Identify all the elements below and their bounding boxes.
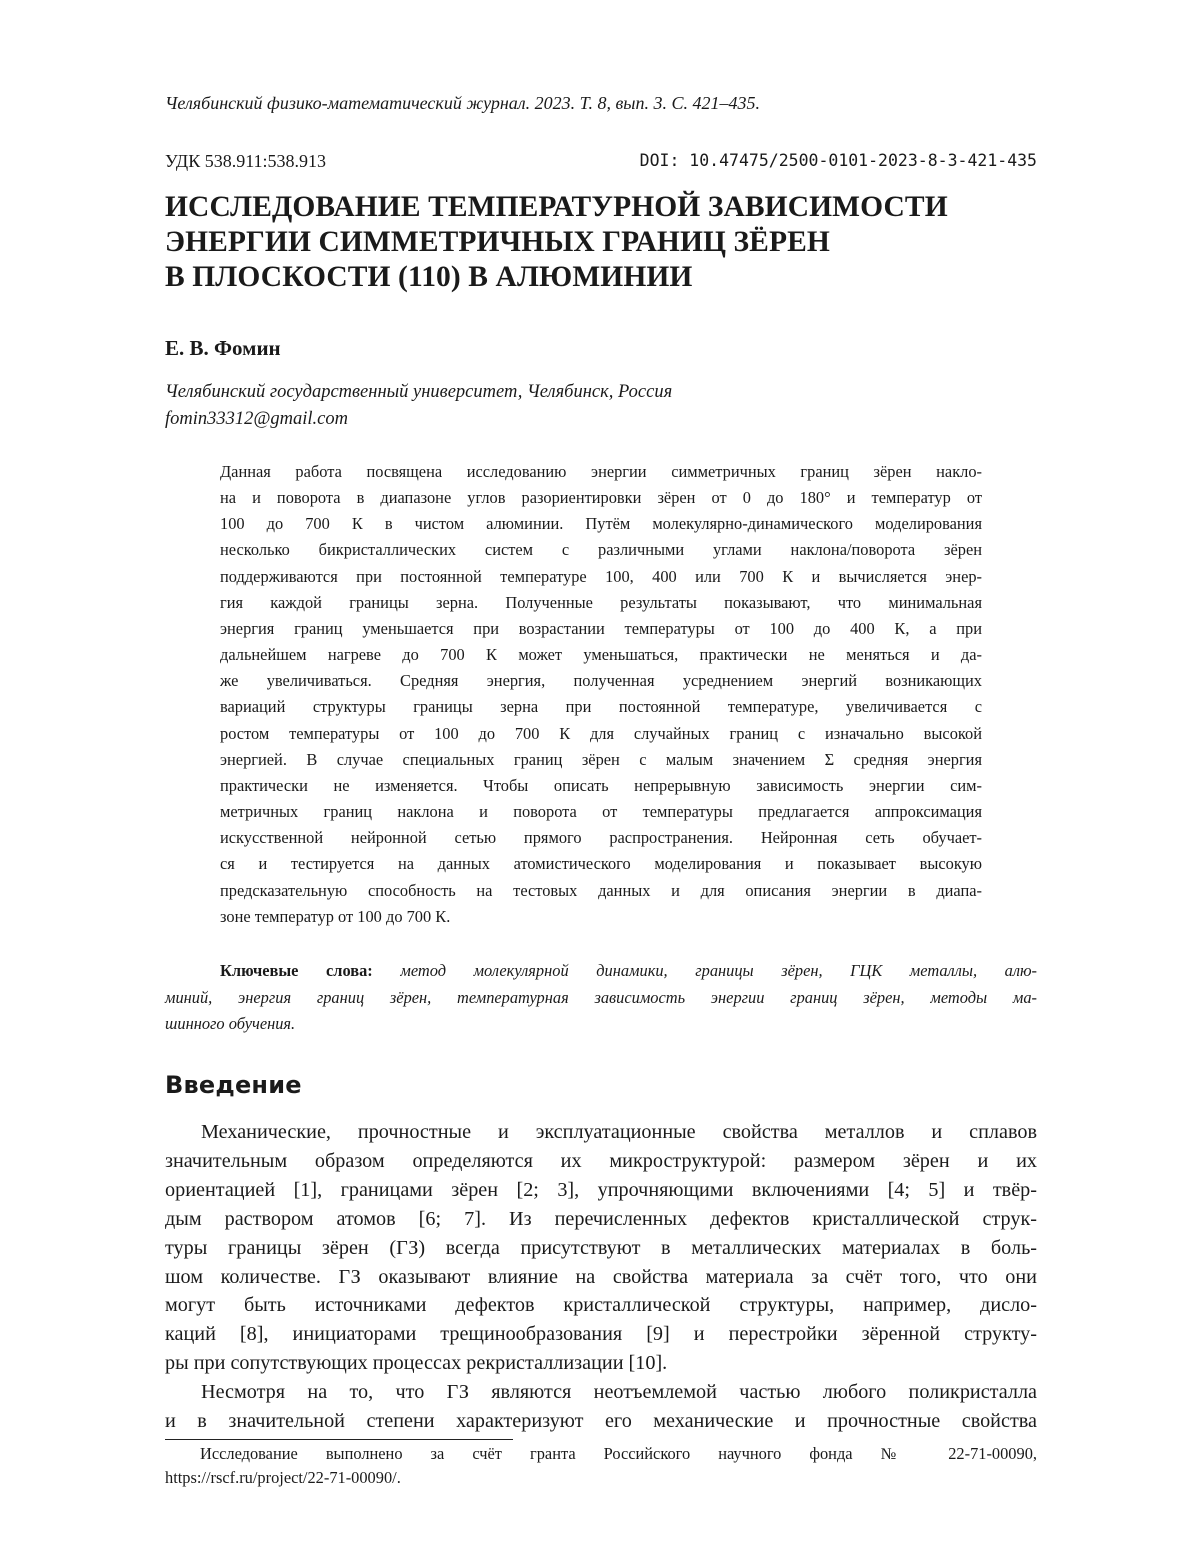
journal-citation: Челябинский физико-математический журнал. 2023. Т. 8, вып. 3. С. 421–435. [165,90,1045,116]
abstract-line: ростом температуры от 100 до 700 К для случайных границ с изначально высокой [220,721,982,747]
keywords-label: Ключевые слова: [220,961,373,980]
abstract-line: поддерживаются при постоянной температуре 100, 400 или 700 К и вычисляется энер- [220,564,982,590]
keywords-text: метод молекулярной динамики, границы зёрен, ГЦК металлы, алю- [400,961,1037,980]
body-line: ры при сопутствующих процессах рекристаллизации [10]. [165,1349,1037,1378]
keywords-text: шинного обучения. [165,1014,295,1033]
footnote-link[interactable]: https://rscf.ru/project/22-71-00090/. [165,1466,1037,1490]
abstract-line: ся и тестируется на данных атомистического моделирования и показывает высокую [220,851,982,877]
abstract-line: дальнейшем нагреве до 700 К может уменьшаться, практически не меняться и да- [220,642,982,668]
keywords-text: миний, энергия границ зёрен, температурная зависимость энергии границ зёрен, методы ма- [165,988,1037,1007]
footnote [165,1442,1037,1490]
abstract-line: же увеличиваться. Средняя энергия, полученная усреднением энергий возникающих [220,668,982,694]
abstract-line: зоне температур от 100 до 700 К. [220,904,982,930]
author-name: Е. В. Фомин [165,334,281,362]
title-line: В ПЛОСКОСТИ (110) В АЛЮМИНИИ [165,260,1045,295]
article-page [0,0,1200,1553]
body-line: Механические, прочностные и эксплуатационные свойства металлов и сплавов [165,1118,1037,1147]
body-line: дым раствором атомов [6; 7]. Из перечисленных дефектов кристаллической струк- [165,1205,1037,1234]
article-title [165,190,1045,295]
title-line: ЭНЕРГИИ СИММЕТРИЧНЫХ ГРАНИЦ ЗЁРЕН [165,225,1045,260]
abstract-line: вариаций структуры границы зерна при постоянной температуре, увеличивается с [220,694,982,720]
affiliation: Челябинский государственный университет, Челябинск, Россия [165,379,672,406]
body-line: каций [8], инициаторами трещинообразования [9] и перестройки зёренной структу- [165,1320,1037,1349]
body-line: шом количестве. ГЗ оказывают влияние на свойства материала за счёт того, что они [165,1263,1037,1292]
abstract [220,459,982,930]
abstract-line: энергия границ уменьшается при возрастании температуры от 100 до 400 К, а при [220,616,982,642]
body-line: Несмотря на то, что ГЗ являются неотъемлемой частью любого поликристалла [165,1378,1037,1407]
abstract-line: 100 до 700 К в чистом алюминии. Путём молекулярно-динамического моделирования [220,511,982,537]
body-line: туры границы зёрен (ГЗ) всегда присутствуют в металлических материалах в боль- [165,1234,1037,1263]
keywords-line [165,985,1037,1012]
abstract-line: несколько бикристаллических систем с различными углами наклона/поворота зёрен [220,537,982,563]
author-affiliation-block [165,379,672,433]
body-line: ориентацией [1], границами зёрен [2; 3], упрочняющими включениями [4; 5] и твёр- [165,1176,1037,1205]
footnote-line: Исследование выполнено за счёт гранта Российского научного фонда № 22-71-00090, [165,1442,1037,1466]
keywords [165,958,1037,1038]
abstract-line: Данная работа посвящена исследованию энергии симметричных границ зёрен накло- [220,459,982,485]
section-heading-introduction: Введение [165,1068,302,1102]
doi[interactable]: DOI: 10.47475/2500-0101-2023-8-3-421-435 [640,148,1037,174]
abstract-line: практически не изменяется. Чтобы описать непрерывную зависимость энергии сим- [220,773,982,799]
abstract-line: гия каждой границы зерна. Полученные результаты показывают, что минимальная [220,590,982,616]
body-line: могут быть источниками дефектов кристаллической структуры, например, дисло- [165,1291,1037,1320]
body-line: значительным образом определяются их микроструктурой: размером зёрен и их [165,1147,1037,1176]
body-line: и в значительной степени характеризуют его механические и прочностные свойства [165,1407,1037,1436]
abstract-line: на и поворота в диапазоне углов разориентировки зёрен от 0 до 180° и температур от [220,485,982,511]
footnote-divider [165,1439,513,1440]
udk-code: УДК 538.911:538.913 [165,148,326,174]
author-email[interactable]: fomin33312@gmail.com [165,406,672,433]
keywords-line [165,1011,1037,1038]
introduction-text [165,1118,1037,1436]
abstract-line: метричных границ наклона и поворота от температуры предлагается аппроксимация [220,799,982,825]
abstract-line: энергией. В случае специальных границ зёрен с малым значением Σ средняя энергия [220,747,982,773]
keywords-line [165,958,1037,985]
abstract-line: искусственной нейронной сетью прямого распространения. Нейронная сеть обучает- [220,825,982,851]
title-line: ИССЛЕДОВАНИЕ ТЕМПЕРАТУРНОЙ ЗАВИСИМОСТИ [165,190,1045,225]
abstract-line: предсказательную способность на тестовых данных и для описания энергии в диапа- [220,878,982,904]
